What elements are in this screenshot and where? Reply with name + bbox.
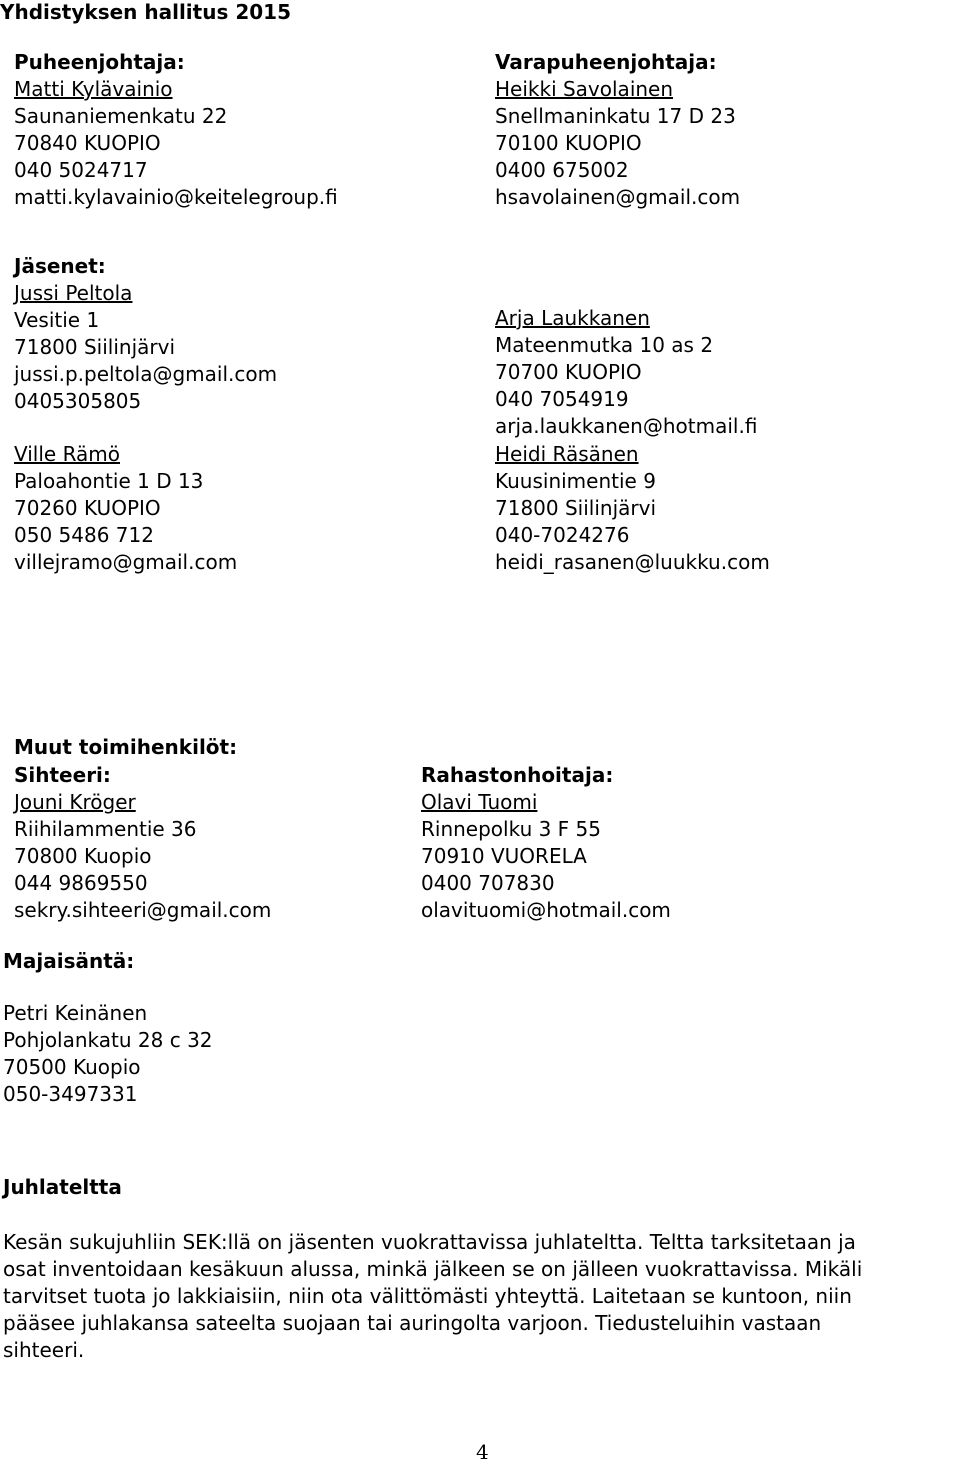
- member-phone: 050 5486 712: [14, 523, 154, 547]
- member-phone: 040-7024276: [495, 523, 630, 547]
- member-name: Jussi Peltola: [14, 281, 133, 305]
- member-email: heidi_rasanen@luukku.com: [495, 550, 770, 574]
- treasurer-city: 70910 VUORELA: [421, 844, 587, 868]
- secretary-phone: 044 9869550: [14, 871, 148, 895]
- vice-chairman-phone: 0400 675002: [495, 158, 629, 182]
- member-email: arja.laukkanen@hotmail.fi: [495, 414, 758, 438]
- page-number: 4: [476, 1440, 489, 1464]
- vice-chairman-heading: Varapuheenjohtaja:: [495, 50, 717, 74]
- chairman-city: 70840 KUOPIO: [14, 131, 161, 155]
- member-email: villejramo@gmail.com: [14, 550, 238, 574]
- member-block-1: [14, 253, 277, 415]
- member-name: Ville Rämö: [14, 442, 121, 466]
- treasurer-street: Rinnepolku 3 F 55: [421, 817, 601, 841]
- host-heading: Majaisäntä:: [3, 949, 135, 973]
- vice-chairman-block: [495, 49, 740, 211]
- page-title: Yhdistyksen hallitus 2015: [0, 0, 291, 24]
- member-street: Mateenmutka 10 as 2: [495, 333, 714, 357]
- host-block: [3, 1000, 213, 1108]
- host-name: Petri Keinänen: [3, 1001, 148, 1025]
- chairman-block: [14, 49, 338, 211]
- vice-chairman-city: 70100 KUOPIO: [495, 131, 642, 155]
- tent-paragraph-line: osat inventoidaan kesäkuun alussa, minkä jälkeen se on jälleen vuokrattavissa. Mikäli: [3, 1257, 863, 1281]
- secretary-email: sekry.sihteeri@gmail.com: [14, 898, 272, 922]
- secretary-city: 70800 Kuopio: [14, 844, 152, 868]
- secretary-street: Riihilammentie 36: [14, 817, 197, 841]
- secretary-name: Jouni Kröger: [14, 790, 136, 814]
- chairman-name: Matti Kylävainio: [14, 77, 173, 101]
- host-phone: 050-3497331: [3, 1082, 138, 1106]
- host-city: 70500 Kuopio: [3, 1055, 141, 1079]
- tent-paragraph: [3, 1229, 960, 1364]
- secretary-heading: Sihteeri:: [14, 763, 111, 787]
- treasurer-email: olavituomi@hotmail.com: [421, 898, 671, 922]
- member-phone: 0405305805: [14, 389, 142, 413]
- vice-chairman-street: Snellmaninkatu 17 D 23: [495, 104, 736, 128]
- tent-paragraph-line: sihteeri.: [3, 1338, 85, 1362]
- tent-heading: Juhlateltta: [3, 1175, 122, 1199]
- officers-heading-block: [14, 734, 237, 761]
- chairman-street: Saunaniemenkatu 22: [14, 104, 228, 128]
- treasurer-heading: Rahastonhoitaja:: [421, 763, 614, 787]
- tent-heading-block: [3, 1174, 122, 1201]
- treasurer-phone: 0400 707830: [421, 871, 555, 895]
- member-block-2: [495, 305, 757, 440]
- member-block-3: [14, 441, 237, 576]
- member-name: Arja Laukkanen: [495, 306, 650, 330]
- officers-heading: Muut toimihenkilöt:: [14, 735, 238, 759]
- chairman-email: matti.kylavainio@keitelegroup.fi: [14, 185, 338, 209]
- vice-chairman-name: Heikki Savolainen: [495, 77, 674, 101]
- member-city: 70260 KUOPIO: [14, 496, 161, 520]
- host-street: Pohjolankatu 28 c 32: [3, 1028, 213, 1052]
- tent-paragraph-line: tarvitset tuota jo lakkiaisiin, niin ota välittömästi yhteyttä. Laitetaan se kuntoon, niin: [3, 1284, 852, 1308]
- members-heading: Jäsenet:: [14, 254, 106, 278]
- chairman-heading: Puheenjohtaja:: [14, 50, 185, 74]
- member-street: Vesitie 1: [14, 308, 100, 332]
- member-email: jussi.p.peltola@gmail.com: [14, 362, 278, 386]
- member-city: 71800 Siilinjärvi: [14, 335, 176, 359]
- vice-chairman-email: hsavolainen@gmail.com: [495, 185, 741, 209]
- member-city: 70700 KUOPIO: [495, 360, 642, 384]
- chairman-phone: 040 5024717: [14, 158, 148, 182]
- secretary-block: [14, 762, 271, 924]
- host-heading-block: [3, 948, 134, 975]
- tent-paragraph-line: Kesän sukujuhliin SEK:llä on jäsenten vuokrattavissa juhlateltta. Teltta tarksitetaan ja: [3, 1230, 856, 1254]
- member-block-4: [495, 441, 770, 576]
- member-phone: 040 7054919: [495, 387, 629, 411]
- treasurer-block: [421, 762, 671, 924]
- treasurer-name: Olavi Tuomi: [421, 790, 538, 814]
- tent-paragraph-line: pääsee juhlakansa sateelta suojaan tai auringolta varjoon. Tiedusteluihin vastaan: [3, 1311, 822, 1335]
- member-street: Kuusinimentie 9: [495, 469, 656, 493]
- member-city: 71800 Siilinjärvi: [495, 496, 657, 520]
- member-name: Heidi Räsänen: [495, 442, 639, 466]
- member-street: Paloahontie 1 D 13: [14, 469, 204, 493]
